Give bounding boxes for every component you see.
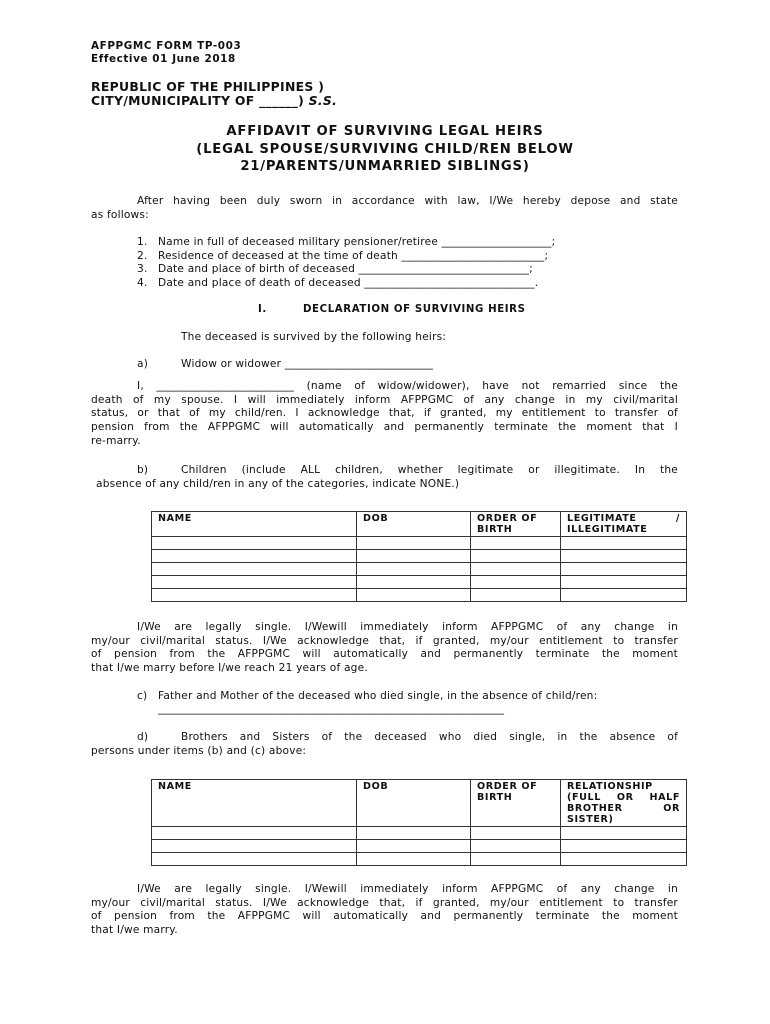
item-number: 1. [137,236,148,248]
survived-by-text: The deceased is survived by the following heirs: [181,331,447,343]
table-cell[interactable] [152,589,357,602]
effective-date: Effective 01 June 2018 [91,53,236,65]
table-cell[interactable] [152,537,357,550]
item-number: 4. [137,277,148,289]
title-line-1: AFFIDAVIT OF SURVIVING LEGAL HEIRS [226,124,544,139]
title-line-2: (LEGAL SPOUSE/SURVIVING CHILD/REN BELOW [196,142,574,157]
table-header-row [152,512,687,537]
intro-line-1: After having been duly sworn in accordance with law, I/We hereby depose and state [137,195,678,207]
table-row [152,563,687,576]
parents-letter: c) [137,690,148,702]
widow-letter: a) [137,358,149,370]
section-title: DECLARATION OF SURVIVING HEIRS [303,304,526,315]
col-header-order: ORDER OF BIRTH [471,512,561,537]
single-para-line: I/We are legally single. I/Wewill immediately inform AFPPGMC of any change in [137,883,678,895]
table-cell[interactable] [561,563,687,576]
col-header-name: NAME [152,780,357,827]
single-paragraph-2 [91,883,678,938]
section-number: I. [258,304,267,315]
single-para-line: my/our civil/marital status. I/We acknowledge that, if granted, my/our entitlement to transfer [91,634,678,647]
widow-para-line: pension from the AFPPGMC will automatically and permanently terminate the moment that I [91,421,678,434]
table-cell[interactable] [357,840,471,853]
table-cell[interactable] [152,840,357,853]
table-cell[interactable] [152,550,357,563]
table-header-row [152,780,687,827]
table-cell[interactable] [561,537,687,550]
table-cell[interactable] [471,853,561,866]
table-row [152,589,687,602]
table-cell[interactable] [561,550,687,563]
item-text: Date and place of death of deceased _______________________________. [158,277,539,289]
table-cell[interactable] [561,853,687,866]
table-cell[interactable] [152,576,357,589]
single-para-line: of pension from the AFPPGMC will automatically and permanently terminate the moment [91,648,678,661]
col-header-legitimate: LEGITIMATE / ILLEGITIMATE [561,512,687,537]
single-para-line: my/our civil/marital status. I/We acknowledge that, if granted, my/our entitlement to transfer [91,896,678,909]
list-item [137,236,555,248]
table-cell[interactable] [357,589,471,602]
table-cell[interactable] [471,827,561,840]
list-item [137,250,548,262]
siblings-letter: d) [137,731,149,743]
table-row [152,537,687,550]
siblings-line-1: Brothers and Sisters of the deceased who died single, in the absence of [181,731,678,743]
item-number: 3. [137,263,148,275]
list-item [137,277,538,289]
col-header-relationship: RELATIONSHIP (FULL OR HALF BROTHER OR SISTER) [561,780,687,827]
table-cell[interactable] [357,550,471,563]
single-para-line: that I/we marry. [91,924,178,937]
table-row [152,827,687,840]
single-para-line: I/We are legally single. I/Wewill immediately inform AFPPGMC of any change in [137,621,678,633]
table-cell[interactable] [152,827,357,840]
item-text: Date and place of birth of deceased _______________________________; [158,263,533,275]
single-paragraph-1 [91,621,678,676]
table-cell[interactable] [561,827,687,840]
item-text: Name in full of deceased military pensioner/retiree ____________________; [158,236,556,248]
col-header-dob: DOB [357,512,471,537]
table-cell[interactable] [357,853,471,866]
siblings-table [151,779,687,866]
widow-para-line: I, _________________________ (name of widow/widower), have not remarried since the [137,380,678,392]
city-ss: S.S. [304,93,338,108]
table-cell[interactable] [471,537,561,550]
widow-label: Widow or widower ___________________________ [181,358,434,370]
table-cell[interactable] [357,563,471,576]
siblings-line-2: persons under items (b) and (c) above: [91,745,307,757]
table-row [152,840,687,853]
children-line-1: Children (include ALL children, whether legitimate or illegitimate. In the [181,464,678,476]
widow-para-line: status, or that of my child/ren. I acknowledge that, if granted, my entitlement to transfer of [91,407,678,420]
table-row [152,853,687,866]
table-row [152,576,687,589]
table-cell[interactable] [152,853,357,866]
table-cell[interactable] [152,563,357,576]
children-table [151,511,687,602]
intro-line-2: as follows: [91,209,149,221]
list-item [137,263,533,275]
table-cell[interactable] [471,550,561,563]
single-para-line: of pension from the AFPPGMC will automatically and permanently terminate the moment [91,910,678,923]
widow-para-line: re-marry. [91,434,141,447]
table-cell[interactable] [561,576,687,589]
table-cell[interactable] [357,537,471,550]
republic-line: REPUBLIC OF THE PHILIPPINES ) [91,79,325,94]
table-row [152,550,687,563]
table-cell[interactable] [471,576,561,589]
col-header-name: NAME [152,512,357,537]
city-prefix: CITY/MUNICIPALITY OF ______) [91,93,305,108]
table-cell[interactable] [561,589,687,602]
item-text: Residence of deceased at the time of death __________________________; [158,250,549,262]
city-line [91,93,337,108]
children-letter: b) [137,464,149,476]
table-cell[interactable] [357,827,471,840]
single-para-line: that I/we marry before I/we reach 21 years of age. [91,662,368,675]
table-cell[interactable] [471,563,561,576]
widow-paragraph [91,380,678,449]
col-header-order: ORDER OF BIRTH [471,780,561,827]
title-line-3: 21/PARENTS/UNMARRIED SIBLINGS) [240,159,530,174]
parents-label: Father and Mother of the deceased who died single, in the absence of child/ren: [158,690,598,702]
parents-blank-line[interactable]: _______________________________________________________________ [158,703,505,715]
widow-para-line: death of my spouse. I will immediately inform AFPPGMC of any change in my civil/marital [91,393,678,406]
children-line-2: absence of any child/ren in any of the categories, indicate NONE.) [96,478,460,490]
table-cell[interactable] [561,840,687,853]
item-number: 2. [137,250,148,262]
table-cell[interactable] [357,576,471,589]
col-header-dob: DOB [357,780,471,827]
table-cell[interactable] [471,840,561,853]
table-cell[interactable] [471,589,561,602]
form-code: AFPPGMC FORM TP-003 [91,40,242,52]
